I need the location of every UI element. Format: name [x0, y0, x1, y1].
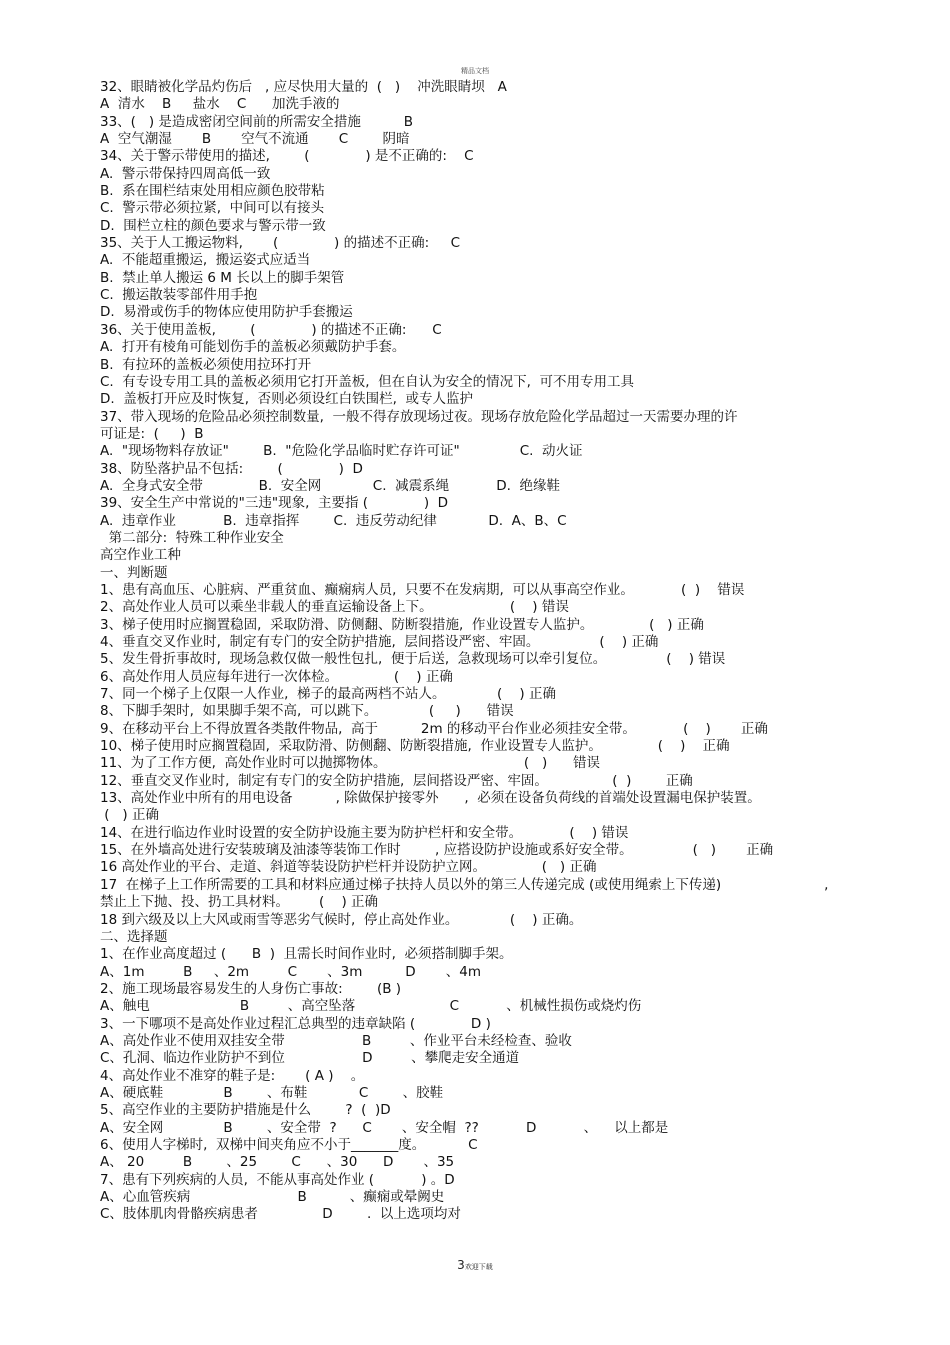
text-line: A、 20 B 、25 C 、30 D 、35: [100, 1154, 455, 1171]
text-line: A. 全身式安全带 B. 安全网 C. 减震系绳 D. 绝缘鞋: [100, 477, 561, 494]
text-line: 6、高处作用人员应每年进行一次体检。 ( ) 正确: [100, 668, 453, 685]
text-line: 2、施工现场最容易发生的人身伤亡事故: (B ): [100, 980, 402, 997]
text-line: 4、垂直交叉作业时, 制定有专门的安全防护措施, 层间搭设严密、牢固。 ( ) 正确: [100, 634, 659, 650]
text-line: 1、患有高血压、心脏病、严重贫血、癫痫病人员, 只要不在发病期, 可以从事高空作业。 ( ) 错误: [100, 581, 745, 598]
text-line: 9、在移动平台上不得放置各类散件物品, 高于 2m 的移动平台作业必须挂安全带。 ( ) 正确: [100, 720, 768, 737]
text-line: A、安全网 B 、安全带 ? C 、安全帽 ?? D 、 以上都是: [100, 1119, 669, 1136]
document-body: [100, 79, 860, 1224]
text-line: 35、关于人工搬运物料, ( ) 的描述不正确: C: [100, 235, 461, 252]
text-line: 8、下脚手架时, 如果脚手架不高, 可以跳下。 ( ) 错误: [100, 703, 514, 720]
text-line: 一、判断题: [100, 564, 168, 581]
text-line: 15、在外墙高处进行安装玻璃及油漆等装饰工作时 , 应搭设防护设施或系好安全带。 ( ) 正确: [100, 842, 774, 859]
text-line: A、高处作业不使用双挂安全带 B 、作业平台未经检查、验收: [100, 1032, 572, 1049]
text-line: A、心血管疾病 B 、癫痫或晕阙史: [100, 1189, 445, 1205]
text-line: 14、在进行临边作业时设置的安全防护设施主要为防护栏杆和安全带。 ( ) 错误: [100, 824, 629, 841]
text-line: A 空气潮湿 B 空气不流通 C 阴暗: [100, 131, 410, 148]
text-line: 5、高空作业的主要防护措施是什么 ? ( )D: [100, 1102, 391, 1119]
text-line: D. 盖板打开应及时恢复, 否则必须设红白铁围栏, 或专人监护: [100, 391, 474, 408]
text-line: 11、为了工作方便, 高处作业时可以抛掷物体。 ( ) 错误: [100, 755, 601, 772]
text-line: 7、同一个梯子上仅限一人作业, 梯子的最高两档不站人。 ( ) 正确: [100, 686, 556, 703]
text-line: 38、防坠落护品不包括: ( ) D: [100, 460, 363, 477]
text-line: B. 系在围栏结束处用相应颜色胶带粘: [100, 183, 325, 200]
page-footer: [0, 1258, 950, 1272]
text-line: 6、使用人字梯时, 双梯中间夹角应不小于_______度。 C: [100, 1136, 478, 1153]
text-line: A. 不能超重搬运, 搬运姿式应适当: [100, 252, 311, 269]
text-line: C. 搬运散装零部件用手抱: [100, 287, 258, 304]
text-line: C、肢体肌肉骨骼疾病患者 D . 以上选项均对: [100, 1206, 461, 1223]
text-line: 第二部分: 特殊工种作业安全: [100, 529, 284, 546]
text-line: A. 打开有棱角可能划伤手的盖板必须戴防护手套。: [100, 339, 406, 356]
text-line: 36、关于使用盖板, ( ) 的描述不正确: C: [100, 321, 442, 338]
text-line: 2、高处作业人员可以乘坐非载人的垂直运输设备上下。 ( ) 错误: [100, 599, 569, 616]
text-line: B. 禁止单人搬运 6 M 长以上的脚手架管: [100, 269, 345, 286]
text-line: 13、高处作业中所有的用电设备 , 除做保护接零外 , 必须在设备负荷线的首端处设置漏电保护装置。: [100, 790, 761, 807]
text-line: C. 有专设专用工具的盖板必须用它打开盖板, 但在自认为安全的情况下, 可不用专用工具: [100, 373, 635, 390]
page-header: 精品文档: [461, 67, 489, 75]
text-line: ( ) 正确: [100, 807, 159, 824]
text-line: 可证是: ( ) B: [100, 425, 204, 442]
text-line: 34、关于警示带使用的描述, ( ) 是不正确的: C: [100, 148, 474, 165]
text-line: 16 高处作业的平台、走道、斜道等装设防护栏杆并设防护立网。 ( ) 正确: [100, 859, 597, 876]
text-line: 3、梯子使用时应搁置稳固, 采取防滑、防侧翻、防断裂措施, 作业设置专人监护。 ( ) 正确: [100, 616, 704, 633]
text-line: 高空作业工种: [100, 547, 181, 564]
page-number: 3: [457, 1258, 465, 1272]
text-line: 7、患有下列疾病的人员, 不能从事高处作业 ( ) 。D: [100, 1171, 455, 1188]
text-line: A. 警示带保持四周高低一致: [100, 165, 271, 182]
text-line: D. 易滑或伤手的物体应使用防护手套搬运: [100, 304, 353, 321]
text-line: 5、发生骨折事故时, 现场急救仅做一般性包扎, 便于后送, 急救现场可以牵引复位。 ( ) 错误: [100, 651, 726, 668]
text-line: A. 违章作业 B. 违章指挥 C. 违反劳动纪律 D. A、B、C: [100, 512, 567, 529]
text-line: 33、( ) 是造成密闭空间前的所需安全措施 B: [100, 113, 414, 130]
text-line: C. 警示带必须拉紧, 中间可以有接头: [100, 200, 325, 217]
text-line: B. 有拉环的盖板必须使用拉环打开: [100, 356, 312, 373]
text-line: 禁止上下抛、投、扔工具材料。 ( ) 正确: [100, 894, 379, 911]
text-line: 4、高处作业不准穿的鞋子是: ( A ) 。: [100, 1067, 365, 1084]
text-line: 17 在梯子上工作所需要的工具和材料应通过梯子扶持人员以外的第三人传递完成 (或使用绳索上下传递) ,: [100, 876, 829, 893]
text-line: A、硬底鞋 B 、布鞋 C 、胶鞋: [100, 1084, 444, 1101]
text-line: 12、垂直交叉作业时, 制定有专门的安全防护措施, 层间搭设严密、牢固。 ( ) 正确: [100, 772, 693, 789]
text-line: A 清水 B 盐水 C 加洗手液的: [100, 96, 340, 113]
text-line: 18 到六级及以上大风或雨雪等恶劣气候时, 停止高处作业。 ( ) 正确。: [100, 911, 583, 928]
text-line: 37、带入现场的危险品必须控制数量, 一般不得存放现场过夜。现场存放危险化学品超过一天需要办理的许: [100, 408, 738, 425]
footer-note: 欢迎下载: [464, 1263, 493, 1271]
text-line: C、孔洞、临边作业防护不到位 D 、攀爬走安全通道: [100, 1050, 520, 1067]
text-line: A. "现场物料存放证" B. "危险化学品临时贮存许可证" C. 动火证: [100, 443, 583, 460]
text-line: 32、眼睛被化学品灼伤后 , 应尽快用大量的 ( ) 冲洗眼睛坝 A: [100, 79, 507, 95]
text-line: 10、梯子使用时应搁置稳固, 采取防滑、防侧翻、防断裂措施, 作业设置专人监护。 ( ) 正确: [100, 738, 730, 755]
text-line: 39、安全生产中常说的"三违"现象, 主要指 ( ) D: [100, 495, 449, 512]
text-line: A、1m B 、2m C 、3m D 、4m: [100, 963, 481, 980]
text-line: 二、选择题: [100, 928, 168, 945]
text-line: A、触电 B 、高空坠落 C 、机械性损伤或烧灼伤: [100, 998, 642, 1015]
text-line: 1、在作业高度超过 ( B ) 且需长时间作业时, 必须搭制脚手架。: [100, 946, 513, 963]
text-line: 3、一下哪项不是高处作业过程汇总典型的违章缺陷 ( D ): [100, 1015, 491, 1032]
text-line: D. 围栏立柱的颜色要求与警示带一致: [100, 217, 326, 234]
